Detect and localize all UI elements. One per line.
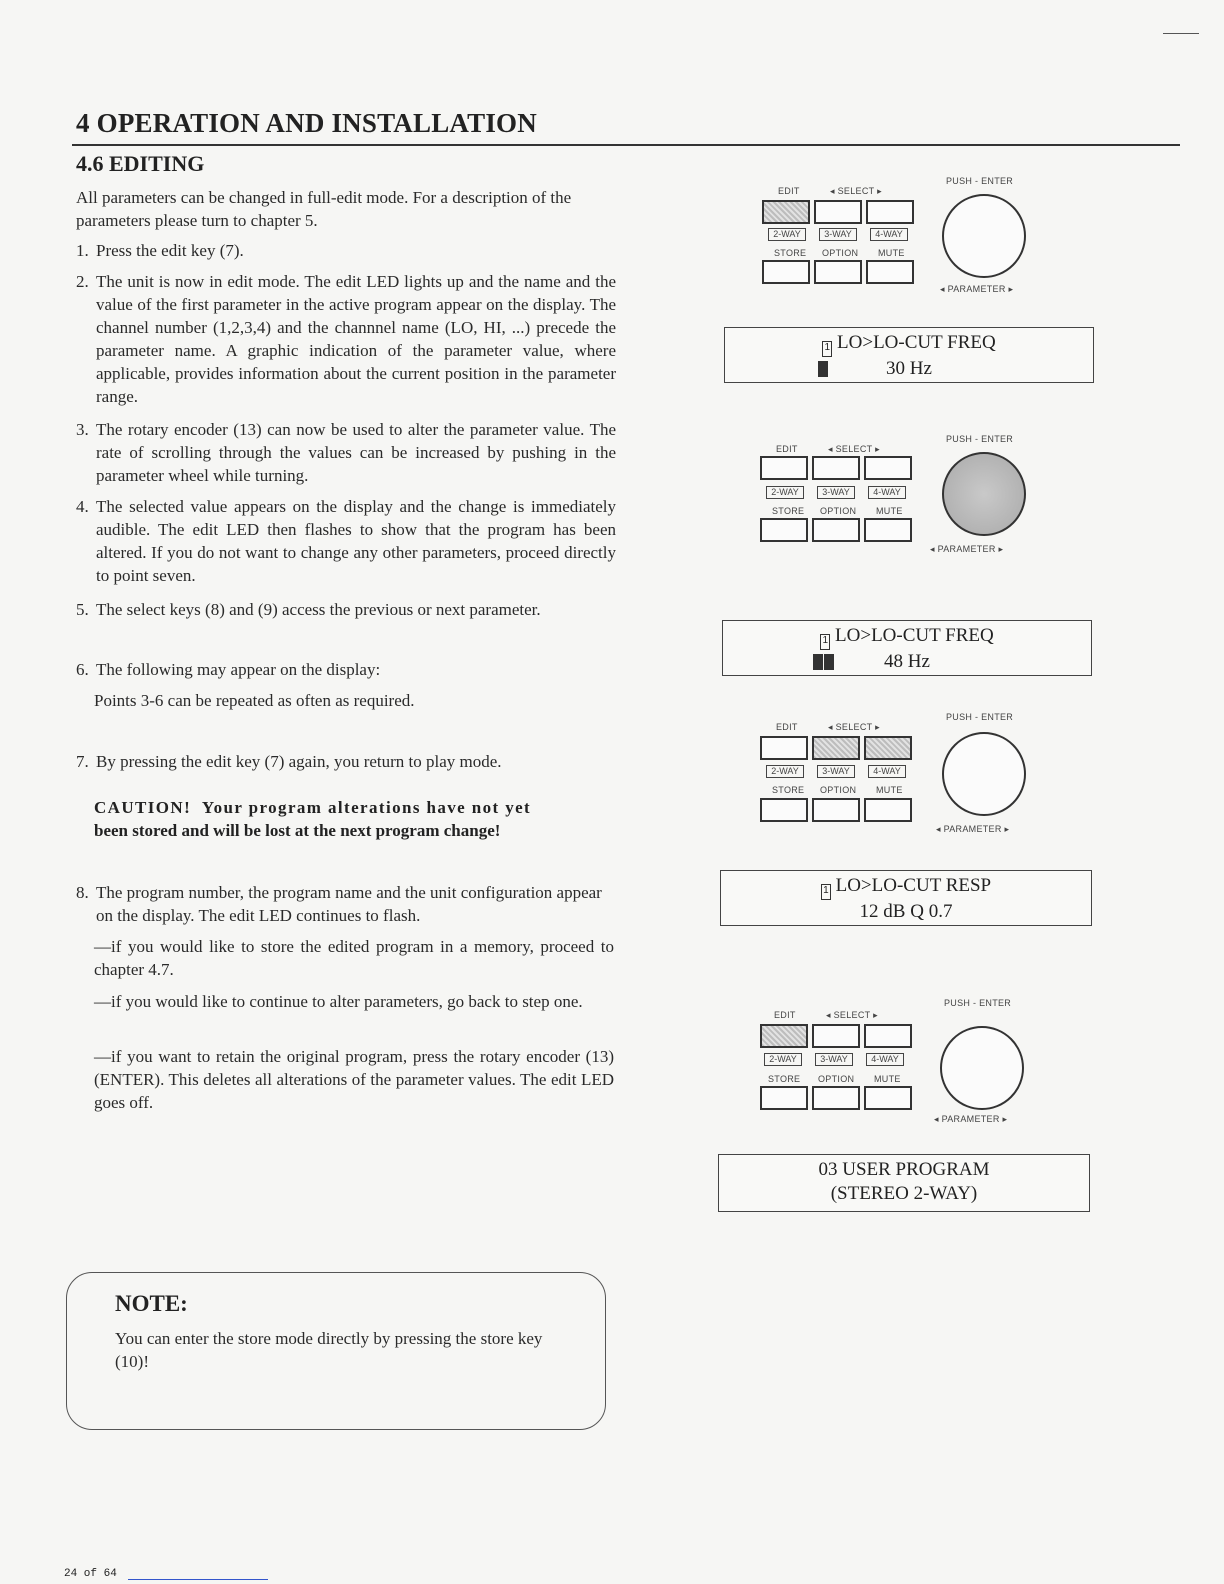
way2-label: 2-WAY [766,486,804,499]
channel-box: 1 [820,634,830,650]
select-right-key[interactable] [864,736,912,760]
front-panel-1 [760,172,1050,302]
footer-rule [128,1579,268,1580]
note-title: NOTE: [115,1291,188,1316]
step-1 [76,239,616,262]
step-text: Press the edit key (7). [96,241,244,260]
select-label: ◂ SELECT ▸ [826,1010,878,1020]
way3-label: 3-WAY [819,228,857,241]
caution-word: CAUTION! [94,798,192,817]
step-number: 7. [76,752,89,771]
store-label: STORE [774,248,807,258]
mute-label: MUTE [878,248,905,258]
lcd-display-4 [718,1154,1090,1212]
way2-label: 2-WAY [768,228,806,241]
rotary-encoder[interactable] [942,194,1026,278]
push-enter-label: PUSH - ENTER [946,434,1014,444]
select-right-key[interactable] [866,200,914,224]
select-left-key[interactable] [812,1024,860,1048]
rotary-encoder[interactable] [940,1026,1024,1110]
parameter-label: ◂ PARAMETER ▸ [934,1114,1008,1124]
mute-label: MUTE [874,1074,901,1084]
repeat-note: Points 3-6 can be repeated as often as required. [94,691,415,710]
lcd-display-1 [724,327,1094,383]
option-key[interactable] [812,518,860,542]
select-label: ◂ SELECT ▸ [830,186,882,196]
edit-key[interactable] [760,736,808,760]
select-label: ◂ SELECT ▸ [828,722,880,732]
display-line-2: 12 dB Q 0.7 [859,901,953,922]
mute-label: MUTE [876,785,903,795]
store-key[interactable] [760,518,808,542]
way2-label: 2-WAY [764,1053,802,1066]
value-bar-cell [818,361,828,377]
display-line-1: 03 USER PROGRAM [818,1159,990,1180]
display-line-1: LO>LO-CUT RESP [835,875,992,896]
way3-label: 3-WAY [815,1053,853,1066]
rotary-encoder[interactable] [942,452,1026,536]
mute-key[interactable] [864,1086,912,1110]
store-label: STORE [768,1074,801,1084]
store-key[interactable] [760,1086,808,1110]
edit-label: EDIT [776,444,798,454]
display-line-1: LO>LO-CUT FREQ [837,332,996,353]
select-right-key[interactable] [864,456,912,480]
step-4 [76,495,616,587]
way3-label: 3-WAY [817,765,855,778]
select-left-key[interactable] [812,456,860,480]
chapter-divider [72,144,1180,146]
step-5 [76,598,636,621]
option-label: OPTION [820,785,857,795]
lcd-display-2 [722,620,1092,676]
way3-label: 3-WAY [817,486,855,499]
step-text: By pressing the edit key (7) again, you return to play mode. [96,752,502,771]
step-number: 2. [76,272,89,291]
edit-label: EDIT [778,186,800,196]
step-number: 1. [76,241,89,260]
edit-key[interactable] [760,456,808,480]
select-label: ◂ SELECT ▸ [828,444,880,454]
option-continue: —if you would like to continue to alter parameters, go back to step one. [94,992,583,1011]
way4-label: 4-WAY [866,1053,904,1066]
option-label: OPTION [818,1074,855,1084]
step-text: The select keys (8) and (9) access the previous or next parameter. [96,600,541,619]
step-text: The program number, the program name and the unit configuration appear on the display. The edit LED continues to flash. [96,883,602,925]
parameter-label: ◂ PARAMETER ▸ [936,824,1010,834]
step-text: The unit is now in edit mode. The edit LED lights up and the name and the value of the first parameter in the active program appear on the display. The channel number (1,2,3,4) and the channnel name (LO, HI, ...) precede the parameter name. A graphic indication of the parameter value, where applicable, provides information about the current position in the parameter range. [96,272,616,406]
step-number: 5. [76,600,89,619]
section-title: 4.6 EDITING [76,151,205,176]
mute-key[interactable] [864,518,912,542]
mute-key[interactable] [864,798,912,822]
step-text: The rotary encoder (13) can now be used to alter the parameter value. The rate of scrolling through the values can be increased by pushing in the parameter wheel while turning. [96,420,616,485]
store-label: STORE [772,506,805,516]
step-number: 8. [76,883,89,902]
value-bar-cell [824,654,834,670]
value-bar-cell [813,654,823,670]
mute-key[interactable] [866,260,914,284]
edit-label: EDIT [774,1010,796,1020]
store-key[interactable] [762,260,810,284]
edit-key[interactable] [762,200,810,224]
select-left-key[interactable] [812,736,860,760]
step-2 [76,270,616,408]
select-right-key[interactable] [864,1024,912,1048]
page-number: 24 of 64 [64,1568,117,1580]
edit-label: EDIT [776,722,798,732]
way2-label: 2-WAY [766,765,804,778]
display-line-2: 30 Hz [886,358,932,379]
note-box [66,1272,606,1430]
select-left-key[interactable] [814,200,862,224]
push-enter-label: PUSH - ENTER [946,176,1014,186]
option-key[interactable] [814,260,862,284]
push-enter-label: PUSH - ENTER [946,712,1014,722]
display-line-2: (STEREO 2-WAY) [830,1183,978,1204]
front-panel-2 [760,430,1050,560]
step-6 [76,658,616,681]
way4-label: 4-WAY [868,765,906,778]
caution-block [94,796,614,842]
option-label: OPTION [822,248,859,258]
front-panel-3 [760,710,1050,840]
parameter-label: ◂ PARAMETER ▸ [940,284,1014,294]
step-text: The following may appear on the display: [96,660,381,679]
option-label: OPTION [820,506,857,516]
option-retain: —if you want to retain the original program, press the rotary encoder (13) (ENTER). This deletes all alterations of the parameter values. The edit LED goes off. [94,1047,614,1112]
lcd-display-3 [720,870,1092,926]
option-key[interactable] [812,798,860,822]
push-enter-label: PUSH - ENTER [944,998,1012,1008]
caution-line-1: Your program alterations have not yet [201,798,532,817]
way4-label: 4-WAY [870,228,908,241]
chapter-title: 4 OPERATION AND INSTALLATION [76,108,537,138]
parameter-label: ◂ PARAMETER ▸ [930,544,1004,554]
store-label: STORE [772,785,805,795]
step-text: The selected value appears on the display and the change is immediately audible. The edit LED then flashes to show that the program has been altered. If you do not want to change any other parameters, proceed directly to point seven. [96,497,616,585]
channel-box: 1 [821,884,831,900]
step-number: 6. [76,660,89,679]
step-8 [76,881,616,927]
intro-paragraph: All parameters can be changed in full-edit mode. For a description of the parameters please turn to chapter 5. [76,188,572,230]
display-line-2: 48 Hz [884,651,930,672]
note-text: You can enter the store mode directly by pressing the store key (10)! [115,1329,543,1371]
front-panel-4 [758,998,1048,1128]
step-7 [76,750,616,773]
step-number: 4. [76,497,89,516]
display-line-1: LO>LO-CUT FREQ [835,625,994,646]
edit-key[interactable] [760,1024,808,1048]
step-number: 3. [76,420,89,439]
channel-box: 1 [822,341,832,357]
top-rule [1163,33,1199,34]
option-key[interactable] [812,1086,860,1110]
rotary-encoder[interactable] [942,732,1026,816]
step-3 [76,418,616,487]
way4-label: 4-WAY [868,486,906,499]
caution-line-2: been stored and will be lost at the next program change! [94,821,501,840]
option-store: —if you would like to store the edited program in a memory, proceed to chapter 4.7. [94,937,614,979]
store-key[interactable] [760,798,808,822]
mute-label: MUTE [876,506,903,516]
